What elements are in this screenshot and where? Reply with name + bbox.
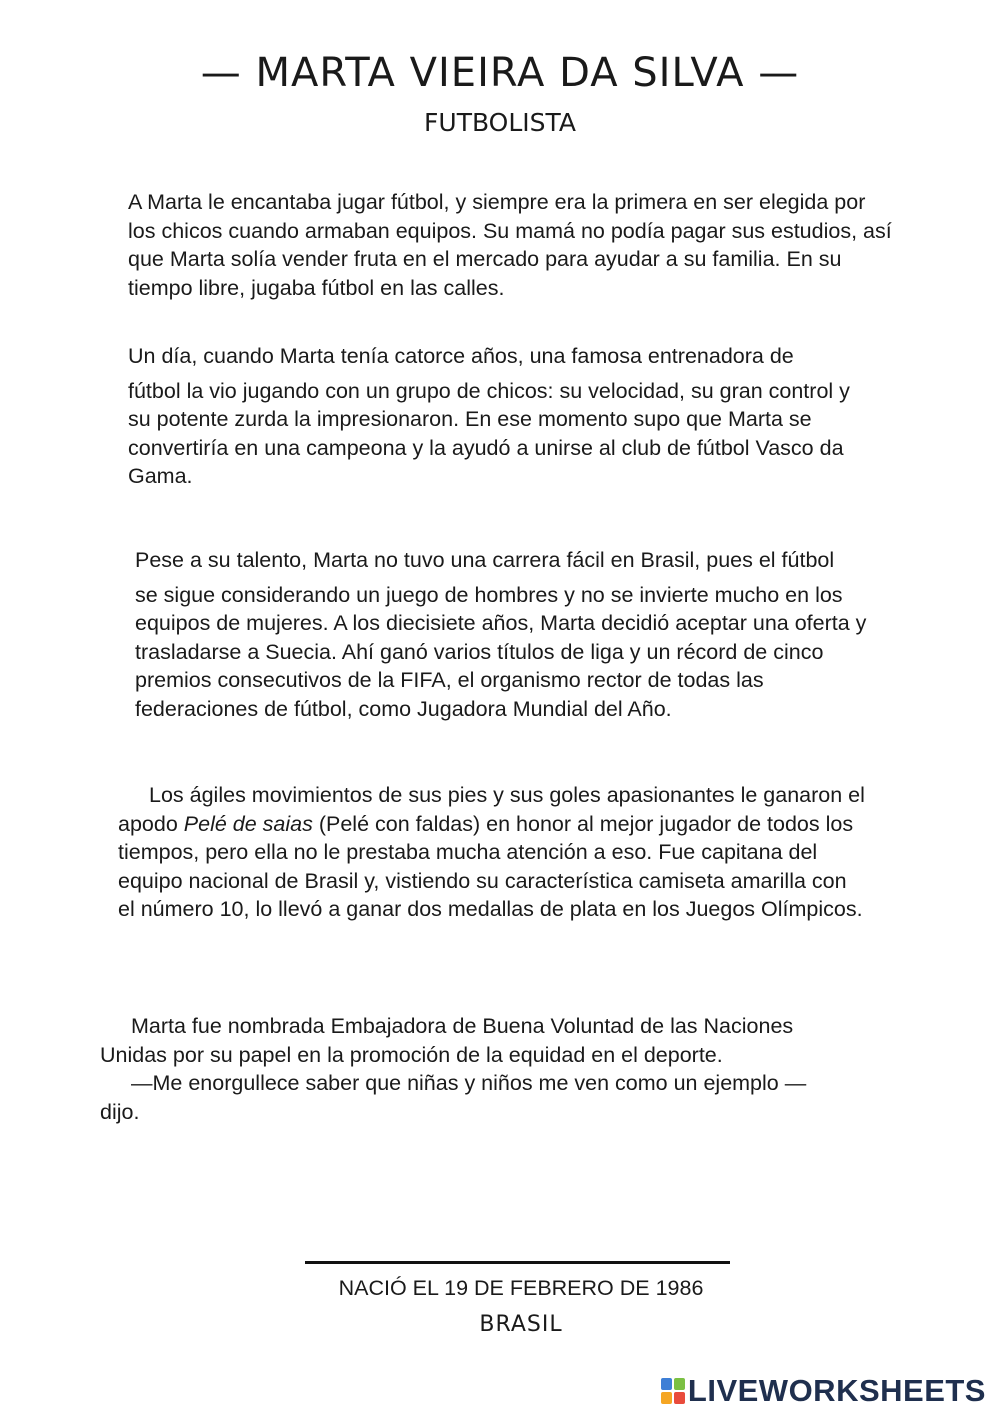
page-title: — MARTA VIEIRA DA SILVA — [200,50,800,96]
text-line: premios consecutivos de la FIFA, el organismo rector de todas las [135,668,764,692]
text-line [118,810,865,839]
liveworksheets-logo-icon [660,1377,686,1405]
text-line: Los ágiles movimientos de sus pies y sus goles apasionantes le ganaron el [149,783,865,807]
text-line: Unidas por su papel en la promoción de la equidad en el deporte. [100,1042,723,1067]
footer-divider [305,1261,730,1264]
quote-line: —Me enorgullece saber que niñas y niños me ven como un ejemplo — [131,1071,807,1095]
text-line: el número 10, lo llevó a ganar dos medallas de plata en los Juegos Olímpicos. [118,897,863,921]
paragraph-childhood [128,188,892,302]
text-line: equipos de mujeres. A los diecisiete años, Marta decidió aceptar una oferta y [135,611,867,635]
text-line: dijo. [100,1099,140,1124]
paragraph-nickname [118,781,865,924]
text-line: A Marta le encantaba jugar fútbol, y siempre era la primera en ser elegida por [128,190,866,214]
text-line: trasladarse a Suecia. Ahí ganó varios títulos de liga y un récord de cinco [135,639,824,664]
liveworksheets-logo[interactable] [660,1373,986,1409]
text-line: tiempo libre, jugaba fútbol en las calles. [128,275,505,300]
text-line: Un día, cuando Marta tenía catorce años, una famosa entrenadora de [128,344,794,368]
text-line: fútbol la vio jugando con un grupo de chicos: su velocidad, su gran control y [128,378,850,403]
paragraph-career [135,546,866,723]
nickname-italic: Pelé de saias [183,811,313,836]
logo-text: LIVEWORKSHEETS [687,1373,986,1408]
text-line: federaciones de fútbol, como Jugadora Mundial del Año. [135,696,672,721]
paragraph-discovery [128,342,850,491]
text-line: los chicos cuando armaban equipos. Su mamá no podía pagar sus estudios, así [128,218,892,243]
text-line: tiempos, pero ella no le prestaba mucha atención a eso. Fue capitana del [118,840,818,864]
text-line: convertiría en una campeona y la ayudó a unirse al club de fútbol Vasco da [128,435,844,460]
text-line: Marta fue nombrada Embajadora de Buena Voluntad de las Naciones [131,1014,794,1038]
text-fragment: (Pelé con faldas) en honor al mejor jugador de todos los [312,811,854,836]
birth-date: NACIÓ EL 19 DE FEBRERO DE 1986 [338,1276,704,1300]
text-line: que Marta solía vender fruta en el mercado para ayudar a su familia. En su [128,247,842,271]
text-line: Gama. [128,464,193,488]
text-line: su potente zurda la impresionaron. En ese momento supo que Marta se [128,407,812,431]
paragraph-ambassador [100,1012,806,1126]
text-fragment: apodo [118,811,184,836]
page-subtitle: FUTBOLISTA [424,108,576,137]
country-label: BRASIL [479,1312,563,1337]
text-line: equipo nacional de Brasil y, vistiendo su característica camiseta amarilla con [118,868,847,893]
text-line: Pese a su talento, Marta no tuvo una carrera fácil en Brasil, pues el fútbol [135,548,835,572]
text-line: se sigue considerando un juego de hombres y no se invierte mucho en los [135,582,843,607]
